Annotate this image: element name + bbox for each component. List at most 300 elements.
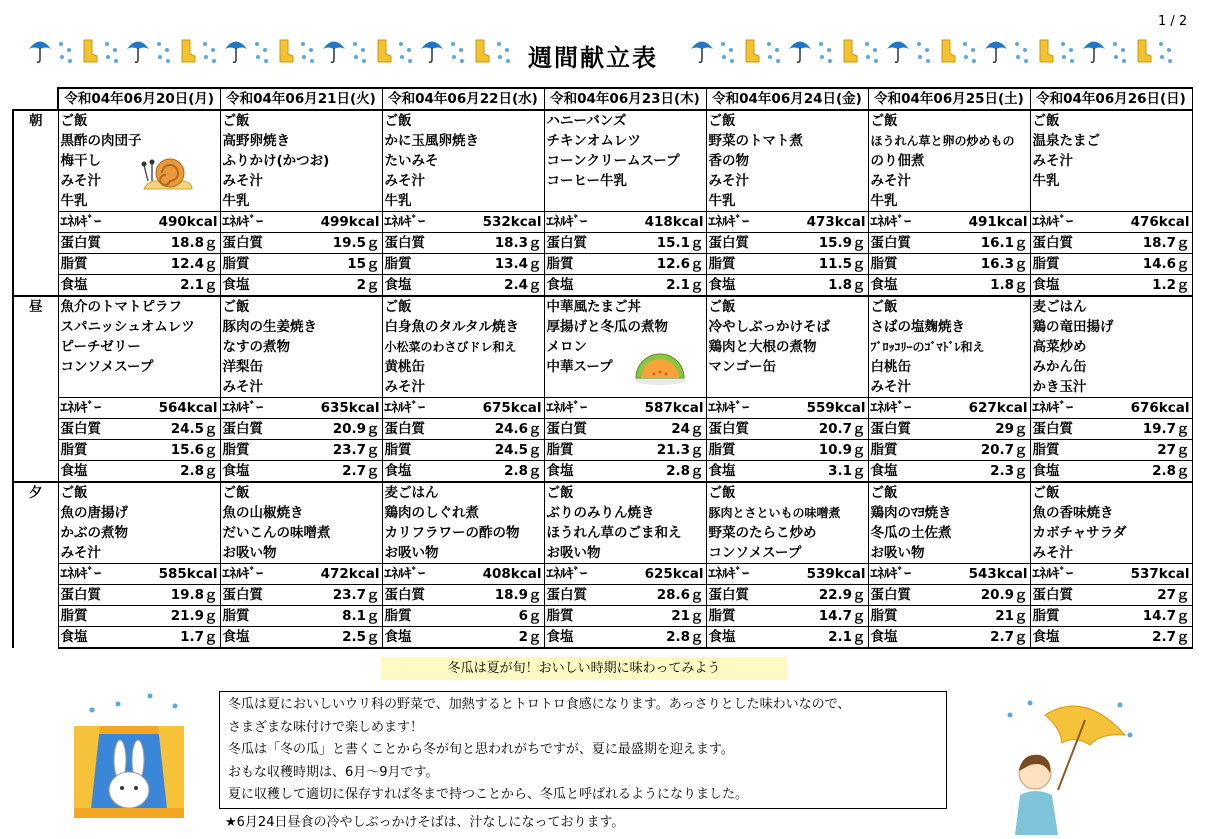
dish-item: コンソメスープ [58,357,220,377]
page-number: 1 / 2 [1158,14,1188,29]
nutrient-value: 2.8ｇ [136,461,220,483]
dish-item: みそ汁 [868,171,1030,191]
dish-item: かき玉汁 [1030,377,1192,398]
nutrient-label: ｴﾈﾙｷﾞｰ [706,564,784,585]
nutrient-value: 24ｇ [622,419,706,440]
nutrient-value: 21ｇ [946,606,1030,627]
day-header: 令和04年06月23日(木) [544,88,706,110]
nutrient-value: 587kcal [622,398,706,419]
dish-item: 魚の山椒焼き [220,503,382,523]
rain-drops-icon [104,38,120,64]
nutrient-value: 12.4ｇ [136,254,220,275]
dish-item: みそ汁 [58,171,220,191]
nutrient-label: 食塩 [382,461,460,483]
nutrient-label: 食塩 [868,461,946,483]
dish-item: ご飯 [1030,110,1192,131]
nutrient-value: 20.9ｇ [298,419,382,440]
dish-item [58,377,220,398]
dish-item: 洋梨缶 [220,357,382,377]
dish-item: 牛乳 [382,191,544,212]
info-line: 夏に収穫して適切に保存すれば冬まで持つことから、冬瓜と呼ばれるようになりました。 [228,787,749,802]
nutrient-label: 食塩 [544,461,622,483]
nutrient-value: 11.5ｇ [784,254,868,275]
nutrient-value: 24.6ｇ [460,419,544,440]
nutrient-label: 脂質 [58,440,136,461]
nutrient-value: 2.8ｇ [622,461,706,483]
nutrient-label: ｴﾈﾙｷﾞｰ [544,564,622,585]
dish-item: かぶの煮物 [58,523,220,543]
dish-item: 牛乳 [1030,171,1192,191]
dish-item: 魚の香味焼き [1030,503,1192,523]
rain-boot-icon [178,38,196,64]
dish-item: ご飯 [220,482,382,503]
rain-drops-icon [496,38,512,64]
nutrient-value: 2.4ｇ [460,275,544,297]
nutrient-label: 食塩 [544,275,622,297]
dish-item: 厚揚げと冬瓜の煮物 [544,317,706,337]
snail-icon [140,151,196,195]
dish-item: ご飯 [58,110,220,131]
dish-item: 小松菜のわさびドレ和え [382,337,544,357]
rain-boot-icon [742,38,760,64]
nutrient-label: 食塩 [1030,627,1108,649]
rain-drops-icon [818,38,834,64]
nutrient-value: 19.5ｇ [298,233,382,254]
dish-item: 黒酢の肉団子 [58,131,220,151]
nutrient-label: 食塩 [58,275,136,297]
nutrient-value: 499kcal [298,212,382,233]
dish-item: ふりかけ(かつお) [220,151,382,171]
dish-item: 野菜のトマト煮 [706,131,868,151]
nutrient-label: ｴﾈﾙｷﾞｰ [706,398,784,419]
nutrient-label: 蛋白質 [382,419,460,440]
nutrient-label: 食塩 [382,275,460,297]
nutrient-label: 脂質 [1030,440,1108,461]
dish-item: のり佃煮 [868,151,1030,171]
umbrella-icon [322,38,346,64]
dish-item: 鶏肉のﾏﾖ焼き [868,503,1030,523]
nutrient-label: 食塩 [58,627,136,649]
dish-item: みそ汁 [382,377,544,398]
dish-item: ご飯 [382,296,544,317]
dish-item: みそ汁 [382,171,544,191]
nutrient-label: ｴﾈﾙｷﾞｰ [220,564,298,585]
umbrella-icon [886,38,910,64]
page-title: 週間献立表 [528,44,658,72]
dish-item: かに玉風卵焼き [382,131,544,151]
nutrient-value: 27ｇ [1108,440,1192,461]
nutrient-value: 490kcal [136,212,220,233]
nutrient-value: 675kcal [460,398,544,419]
nutrient-label: 脂質 [868,440,946,461]
dish-item: マンゴー缶 [706,357,868,377]
dish-item: ご飯 [706,110,868,131]
dish-item: 白桃缶 [868,357,1030,377]
day-header: 令和04年06月21日(火) [220,88,382,110]
dish-item: たいみそ [382,151,544,171]
nutrient-value: 29ｇ [946,419,1030,440]
nutrient-label: 脂質 [706,440,784,461]
dish-item: 香の物 [706,151,868,171]
rainy-season-decoration-left [28,36,512,66]
dish-item: ご飯 [220,110,382,131]
dish-item: 牛乳 [58,191,220,212]
nutrient-value: 635kcal [298,398,382,419]
dish-item: なすの煮物 [220,337,382,357]
nutrient-value: 2.7ｇ [946,627,1030,649]
dish-item: 温泉たまご [1030,131,1192,151]
nutrient-label: 蛋白質 [58,419,136,440]
nutrient-value: 564kcal [136,398,220,419]
umbrella-icon [1082,38,1106,64]
rain-drops-icon [450,38,466,64]
nutrient-label: ｴﾈﾙｷﾞｰ [1030,398,1108,419]
dish-item: お吸い物 [220,543,382,564]
dish-item: 麦ごはん [382,482,544,503]
nutrient-label: 脂質 [58,606,136,627]
rain-boot-icon [374,38,392,64]
umbrella-icon [788,38,812,64]
nutrient-value: 12.6ｇ [622,254,706,275]
nutrient-value: 8.1ｇ [298,606,382,627]
nutrient-value: 1.2ｇ [1108,275,1192,297]
rain-drops-icon [864,38,880,64]
nutrient-value: 476kcal [1108,212,1192,233]
nutrient-value: 24.5ｇ [460,440,544,461]
dish-item: ご飯 [706,482,868,503]
nutrient-label: 蛋白質 [382,585,460,606]
meal-label: 朝 [13,110,58,296]
rabbit-window-icon [70,690,195,825]
dish-item: 中華風たまご丼 [544,296,706,317]
dish-item: 野菜のたらこ炒め [706,523,868,543]
dish-item [544,191,706,212]
corner-cell [13,88,58,110]
nutrient-value: 27ｇ [1108,585,1192,606]
rain-drops-icon [156,38,172,64]
nutrient-value: 15.1ｇ [622,233,706,254]
umbrella-icon [690,38,714,64]
dish-item: ほうれん草と卵の炒めもの [868,131,1030,151]
nutrient-value: 19.8ｇ [136,585,220,606]
dish-item: 牛乳 [868,191,1030,212]
dish-item: みそ汁 [220,377,382,398]
nutrient-value: 2.8ｇ [460,461,544,483]
nutrient-value: 21ｇ [622,606,706,627]
nutrient-label: ｴﾈﾙｷﾞｰ [58,212,136,233]
dish-item: ほうれん草のごま和え [544,523,706,543]
nutrient-label: 脂質 [868,254,946,275]
dish-item: ピーチゼリー [58,337,220,357]
nutrient-value: 532kcal [460,212,544,233]
dish-item: お吸い物 [868,543,1030,564]
rainy-season-decoration-right [690,36,1174,66]
nutrient-label: ｴﾈﾙｷﾞｰ [382,212,460,233]
nutrient-label: 蛋白質 [382,233,460,254]
nutrient-label: 食塩 [220,627,298,649]
nutrient-label: 蛋白質 [544,233,622,254]
dish-item: コーヒー牛乳 [544,171,706,191]
nutrient-label: 蛋白質 [544,585,622,606]
nutrient-label: 蛋白質 [1030,233,1108,254]
nutrient-value: 1.7ｇ [136,627,220,649]
nutrient-value: 2.3ｇ [946,461,1030,483]
nutrient-label: 蛋白質 [58,585,136,606]
rain-drops-icon [1014,38,1030,64]
nutrient-label: 蛋白質 [706,419,784,440]
nutrient-label: 蛋白質 [706,233,784,254]
nutrient-value: 472kcal [298,564,382,585]
dish-item: お吸い物 [544,543,706,564]
dish-item: 豚肉とさといもの味噌煮 [706,503,868,523]
info-line: 冬瓜は夏においしいウリ科の野菜で、加熱するとトロトロ食感になります。あっさりとした味わいなので、 [228,697,851,712]
nutrient-value: 18.9ｇ [460,585,544,606]
nutrient-value: 408kcal [460,564,544,585]
day-header: 令和04年06月20日(月) [58,88,220,110]
dish-item: 高菜炒め [1030,337,1192,357]
nutrient-label: 脂質 [544,440,622,461]
nutrient-label: ｴﾈﾙｷﾞｰ [382,564,460,585]
nutrient-value: 24.5ｇ [136,419,220,440]
nutrient-value: 2.5ｇ [298,627,382,649]
nutrient-label: 食塩 [706,627,784,649]
nutrient-value: 16.3ｇ [946,254,1030,275]
nutrient-label: ｴﾈﾙｷﾞｰ [868,398,946,419]
nutrient-value: 13.4ｇ [460,254,544,275]
rain-boot-icon [840,38,858,64]
dish-item: ご飯 [58,482,220,503]
nutrient-value: 23.7ｇ [298,440,382,461]
nutrient-label: 脂質 [706,254,784,275]
nutrient-label: 脂質 [868,606,946,627]
dish-item: みそ汁 [706,171,868,191]
nutrient-value: 676kcal [1108,398,1192,419]
dish-item: 冬瓜の土佐煮 [868,523,1030,543]
nutrient-value: 14.6ｇ [1108,254,1192,275]
rain-drops-icon [1158,38,1174,64]
nutrient-label: ｴﾈﾙｷﾞｰ [544,212,622,233]
dish-item: みそ汁 [868,377,1030,398]
day-header: 令和04年06月26日(日) [1030,88,1192,110]
nutrient-value: 473kcal [784,212,868,233]
nutrient-label: 食塩 [1030,461,1108,483]
nutrient-value: 585kcal [136,564,220,585]
dish-item: 梅干し [58,151,220,171]
nutrient-label: 食塩 [706,275,784,297]
nutrient-value: 15.9ｇ [784,233,868,254]
dish-item: ご飯 [706,296,868,317]
nutrient-value: 539kcal [784,564,868,585]
info-line: 冬瓜は「冬の瓜」と書くことから冬が旬と思われがちですが、夏に最盛期を迎えます。 [228,742,734,757]
nutrient-label: ｴﾈﾙｷﾞｰ [382,398,460,419]
nutrient-value: 20.7ｇ [784,419,868,440]
umbrella-icon [126,38,150,64]
highlight-banner: 冬瓜は夏が旬！おいしい時期に味わってみよう [381,657,787,680]
dish-item [1030,191,1192,212]
nutrient-label: 食塩 [706,461,784,483]
dish-item: みかん缶 [1030,357,1192,377]
nutrient-label: ｴﾈﾙｷﾞｰ [706,212,784,233]
rain-boot-icon [80,38,98,64]
nutrient-value: 14.7ｇ [784,606,868,627]
rain-drops-icon [202,38,218,64]
dish-item: みそ汁 [1030,543,1192,564]
nutrient-value: 625kcal [622,564,706,585]
footnote: ★6月24日昼食の冷やしぶっかけそばは、汁なしになっております。 [225,815,625,830]
rain-drops-icon [58,38,74,64]
nutrient-value: 543kcal [946,564,1030,585]
dish-item: みそ汁 [58,543,220,564]
nutrient-value: 15ｇ [298,254,382,275]
nutrient-label: ｴﾈﾙｷﾞｰ [1030,564,1108,585]
nutrient-label: 脂質 [58,254,136,275]
umbrella-icon [984,38,1008,64]
nutrient-value: 14.7ｇ [1108,606,1192,627]
nutrient-label: 食塩 [58,461,136,483]
dish-item: 鶏肉と大根の煮物 [706,337,868,357]
nutrient-value: 2ｇ [298,275,382,297]
nutrient-label: ｴﾈﾙｷﾞｰ [58,564,136,585]
nutrient-value: 491kcal [946,212,1030,233]
umbrella-icon [224,38,248,64]
rain-drops-icon [352,38,368,64]
rain-boot-icon [938,38,956,64]
rain-boot-icon [1134,38,1152,64]
dish-item: ﾌﾞﾛｯｺﾘｰのｺﾞﾏﾄﾞﾚ和え [868,337,1030,357]
dish-item: ご飯 [868,482,1030,503]
rain-drops-icon [254,38,270,64]
rain-drops-icon [398,38,414,64]
nutrient-label: 脂質 [544,254,622,275]
rain-drops-icon [720,38,736,64]
nutrient-label: 蛋白質 [868,585,946,606]
nutrient-value: 2.1ｇ [784,627,868,649]
dish-item: 鶏の竜田揚げ [1030,317,1192,337]
rain-drops-icon [1060,38,1076,64]
info-line: おもな収穫時期は、6月～9月です。 [228,764,439,780]
nutrient-label: 蛋白質 [868,419,946,440]
nutrient-value: 18.7ｇ [1108,233,1192,254]
nutrient-value: 627kcal [946,398,1030,419]
dish-item: コンソメスープ [706,543,868,564]
dish-item: ご飯 [220,296,382,317]
nutrient-label: 脂質 [220,440,298,461]
nutrient-label: 蛋白質 [1030,419,1108,440]
nutrient-label: 脂質 [220,254,298,275]
dish-item: ご飯 [1030,482,1192,503]
nutrient-label: 食塩 [220,461,298,483]
nutrient-label: ｴﾈﾙｷﾞｰ [1030,212,1108,233]
day-header: 令和04年06月24日(金) [706,88,868,110]
nutrient-value: 16.1ｇ [946,233,1030,254]
nutrient-value: 2.7ｇ [1108,627,1192,649]
nutrient-label: 脂質 [544,606,622,627]
rain-boot-icon [1036,38,1054,64]
rain-drops-icon [766,38,782,64]
info-line: さまざまな味付けで楽しめます！ [228,719,424,735]
meal-label: 昼 [13,296,58,482]
nutrient-value: 3.1ｇ [784,461,868,483]
dish-item: ご飯 [544,482,706,503]
nutrient-value: 15.6ｇ [136,440,220,461]
nutrient-value: 18.3ｇ [460,233,544,254]
meal-label: 夕 [13,482,58,648]
dish-item: ご飯 [868,296,1030,317]
umbrella-icon [28,38,52,64]
dish-item: みそ汁 [1030,151,1192,171]
nutrient-label: ｴﾈﾙｷﾞｰ [544,398,622,419]
dish-item: ご飯 [868,110,1030,131]
dish-item: 牛乳 [220,191,382,212]
day-header: 令和04年06月25日(土) [868,88,1030,110]
dish-item: カボチャサラダ [1030,523,1192,543]
nutrient-label: 脂質 [382,254,460,275]
dish-item: 中華スープ [544,357,706,377]
umbrella-icon [420,38,444,64]
nutrient-value: 10.9ｇ [784,440,868,461]
dish-item: チキンオムレツ [544,131,706,151]
nutrient-value: 2.8ｇ [1108,461,1192,483]
info-box [219,691,947,809]
rain-drops-icon [1112,38,1128,64]
dish-item: スパニッシュオムレツ [58,317,220,337]
nutrient-label: 蛋白質 [220,233,298,254]
nutrient-value: 20.7ｇ [946,440,1030,461]
dish-item: メロン [544,337,706,357]
dish-item: ご飯 [382,110,544,131]
nutrient-value: 21.3ｇ [622,440,706,461]
day-header: 令和04年06月22日(水) [382,88,544,110]
nutrient-value: 559kcal [784,398,868,419]
nutrient-value: 18.8ｇ [136,233,220,254]
nutrient-label: 食塩 [544,627,622,649]
nutrient-label: 食塩 [868,275,946,297]
nutrient-label: 脂質 [706,606,784,627]
nutrient-label: 食塩 [382,627,460,649]
dish-item: 麦ごはん [1030,296,1192,317]
nutrient-value: 23.7ｇ [298,585,382,606]
rain-drops-icon [300,38,316,64]
nutrient-label: 蛋白質 [706,585,784,606]
nutrient-value: 2.1ｇ [622,275,706,297]
dish-item [706,377,868,398]
dish-item: コーンクリームスープ [544,151,706,171]
nutrient-label: 脂質 [382,606,460,627]
nutrient-value: 2.8ｇ [622,627,706,649]
dish-item: だいこんの味噌煮 [220,523,382,543]
rain-boot-icon [276,38,294,64]
nutrient-value: 6ｇ [460,606,544,627]
dish-item: 牛乳 [706,191,868,212]
nutrient-label: ｴﾈﾙｷﾞｰ [868,212,946,233]
nutrient-label: 食塩 [1030,275,1108,297]
nutrient-label: 蛋白質 [1030,585,1108,606]
nutrient-label: 脂質 [1030,606,1108,627]
nutrient-value: 2.7ｇ [298,461,382,483]
nutrient-label: 食塩 [220,275,298,297]
dish-item: みそ汁 [220,171,382,191]
nutrient-label: 蛋白質 [220,419,298,440]
nutrient-label: 脂質 [1030,254,1108,275]
dish-item: 高野卵焼き [220,131,382,151]
dish-item: お吸い物 [382,543,544,564]
nutrient-label: ｴﾈﾙｷﾞｰ [220,212,298,233]
dish-item: 冷やしぶっかけそば [706,317,868,337]
nutrient-value: 28.6ｇ [622,585,706,606]
nutrient-label: 蛋白質 [868,233,946,254]
nutrient-value: 21.9ｇ [136,606,220,627]
nutrient-label: 食塩 [868,627,946,649]
